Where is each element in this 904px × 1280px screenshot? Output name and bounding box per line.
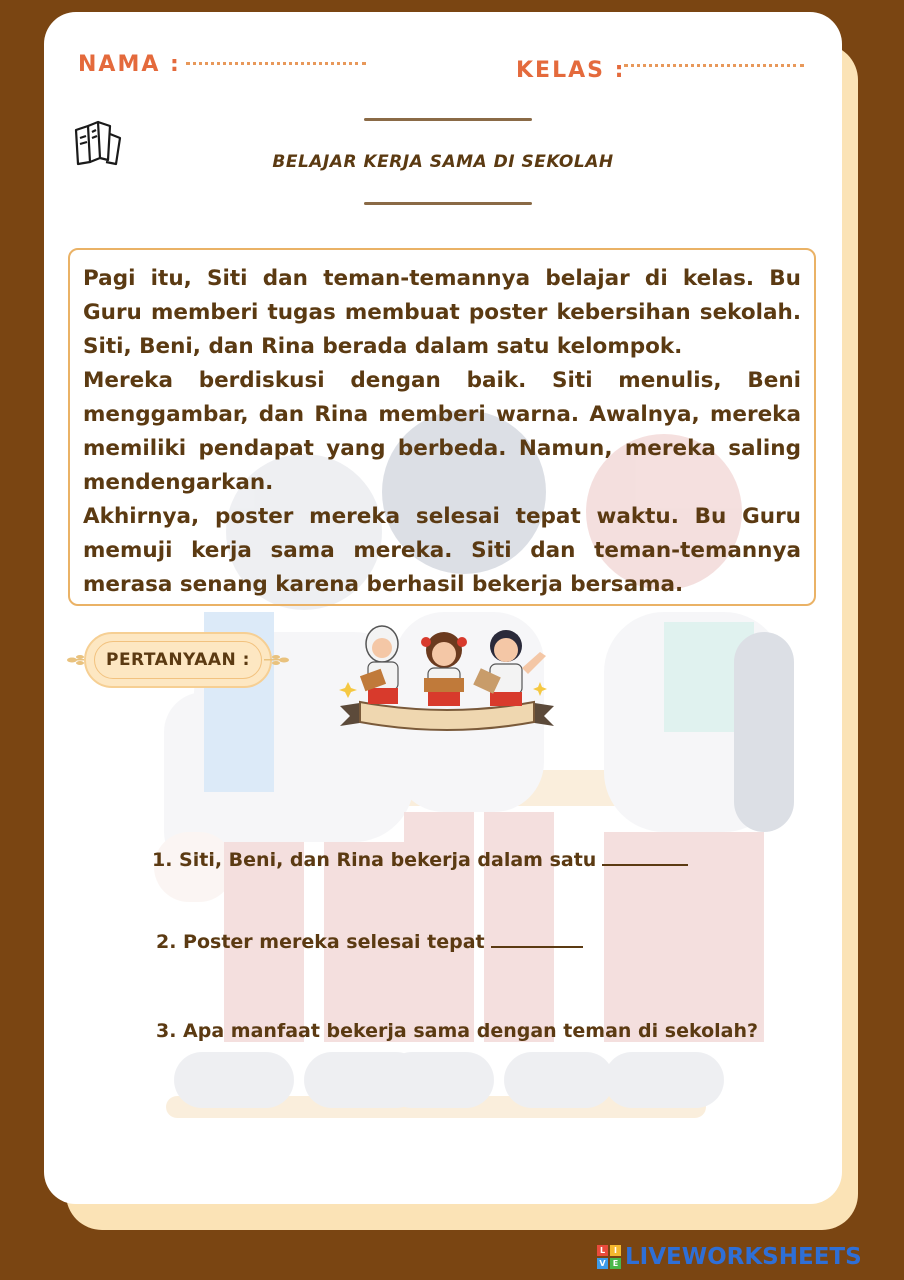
worksheet-card bbox=[44, 12, 842, 1204]
story-box bbox=[68, 248, 816, 606]
worksheet-title: BELAJAR KERJA SAMA DI SEKOLAH bbox=[272, 152, 614, 172]
question-3-text: 3. Apa manfaat bekerja sama dengan teman di sekolah? bbox=[156, 1020, 759, 1042]
question-1-answer-blank[interactable] bbox=[602, 844, 688, 866]
title-divider-bottom bbox=[364, 202, 532, 205]
question-3 bbox=[156, 1020, 758, 1042]
class-label: KELAS : bbox=[516, 58, 626, 83]
class-input-line[interactable] bbox=[624, 64, 804, 67]
name-input-line[interactable] bbox=[186, 62, 366, 65]
questions-badge-label: PERTANYAAN : bbox=[105, 650, 250, 670]
logo-text: LIVEWORKSHEETS bbox=[625, 1244, 862, 1270]
students-illustration bbox=[336, 622, 558, 746]
wheat-right-icon bbox=[264, 652, 290, 668]
logo-squares-icon: L I V E bbox=[597, 1245, 621, 1269]
question-2-text: 2. Poster mereka selesai tepat bbox=[156, 931, 485, 953]
story-paragraph-1: Pagi itu, Siti dan teman-temannya belajar di kelas. Bu Guru memberi tugas membuat poster kebersihan sekolah. Siti, Beni, dan Rina berada dalam satu kelompok. bbox=[83, 266, 801, 359]
story-paragraph-3: Akhirnya, poster mereka selesai tepat waktu. Bu Guru memuji kerja sama mereka. Siti dan teman-temannya merasa senang karena berhasil bekerja bersama. bbox=[83, 504, 801, 597]
name-label: NAMA : bbox=[78, 52, 181, 77]
questions-badge bbox=[84, 632, 272, 688]
title-divider-top bbox=[364, 118, 532, 121]
question-2 bbox=[156, 926, 583, 953]
question-1-text: 1. Siti, Beni, dan Rina bekerja dalam satu bbox=[152, 849, 597, 871]
question-2-answer-blank[interactable] bbox=[491, 926, 583, 948]
story-paragraph-2: Mereka berdiskusi dengan baik. Siti menulis, Beni menggambar, dan Rina memberi warna. Awalnya, mereka memiliki pendapat yang berbeda. Namun, mereka saling mendengarkan. bbox=[83, 368, 801, 495]
question-1 bbox=[152, 844, 688, 871]
liveworksheets-logo[interactable] bbox=[597, 1244, 862, 1270]
